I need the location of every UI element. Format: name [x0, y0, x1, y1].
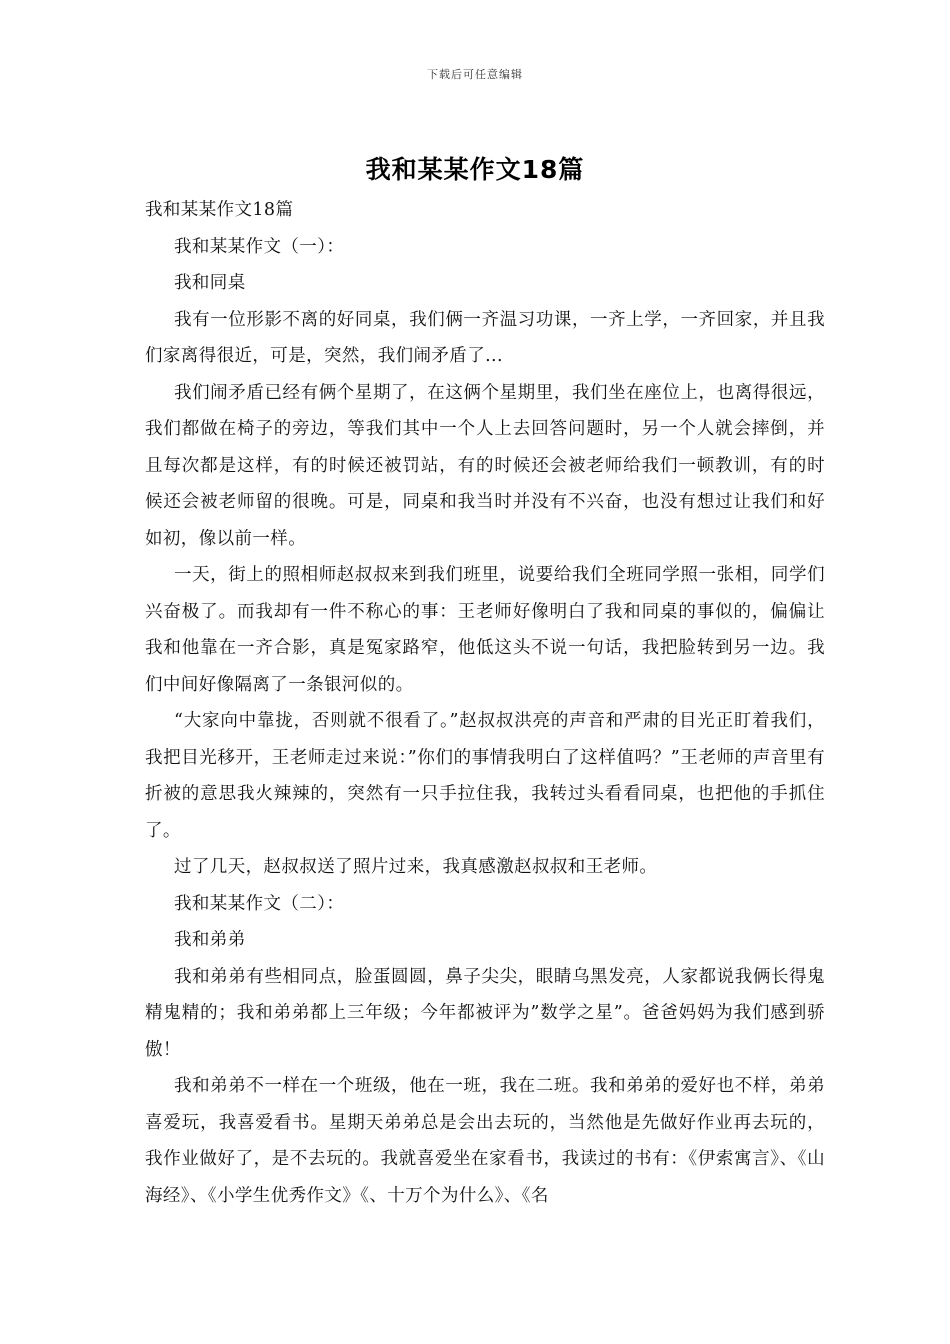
paragraph-subtitle: 我和某某作文18篇 — [145, 200, 294, 220]
paragraph-essay-title-2: 我和弟弟 — [174, 930, 246, 950]
paragraph: 我有一位形影不离的好同桌，我们俩一齐温习功课，一齐上学，一齐回家，并且我们家离得很近，可是，突然，我们闹矛盾了... — [145, 309, 825, 366]
header-note: 下载后可任意编辑 — [427, 68, 523, 81]
paragraph: 我们闹矛盾已经有俩个星期了，在这俩个星期里，我们坐在座位上，也离得很远，我们都做在椅子的旁边，等我们其中一个人上去回答问题时，另一个人就会摔倒，并且每次都是这样，有的时候还被罚站，有的时候还会被老师给我们一顿教训，有的时候还会被老师留的很晚。可是，同桌和我当时并没有不兴奋，也没有想过让我们和好如初，像以前一样。 — [145, 382, 825, 549]
paragraph: 我和弟弟有些相同点，脸蛋圆圆，鼻子尖尖，眼睛乌黑发亮，人家都说我俩长得鬼精鬼精的；我和弟弟都上三年级；今年都被评为”数学之星”。爸爸妈妈为我们感到骄傲！ — [145, 966, 825, 1060]
document-body — [145, 192, 825, 1214]
paragraph: 一天，街上的照相师赵叔叔来到我们班里，说要给我们全班同学照一张相，同学们兴奋极了。而我却有一件不称心的事：王老师好像明白了我和同桌的事似的，偏偏让我和他靠在一齐合影，真是冤家路窄，他低这头不说一句话，我把脸转到另一边。我们中间好像隔离了一条银河似的。 — [145, 565, 825, 695]
paragraph-essay-title-1: 我和同桌 — [174, 273, 246, 293]
paragraph: 我和弟弟不一样在一个班级，他在一班，我在二班。我和弟弟的爱好也不样，弟弟喜爱玩，我喜爱看书。星期天弟弟总是会出去玩的，当然他是先做好作业再去玩的，我作业做好了，是不去玩的。我就喜爱坐在家看书，我读过的书有：《伊索寓言》、《山海经》、《小学生优秀作文》《、十万个为什么》、《名 — [145, 1076, 825, 1206]
paragraph: “大家向中靠拢，否则就不很看了。”赵叔叔洪亮的声音和严肃的目光正盯着我们，我把目光移开，王老师走过来说：”你们的事情我明白了这样值吗？”王老师的声音里有折被的意思我火辣辣的，突然有一只手拉住我，我转过头看看同桌，也把他的手抓住了。 — [145, 711, 825, 841]
document-title: 我和某某作文18篇 — [365, 155, 585, 184]
paragraph-section-heading-2: 我和某某作文（二）： — [174, 893, 345, 914]
paragraph: 过了几天，赵叔叔送了照片过来，我真感激赵叔叔和王老师。 — [174, 857, 658, 877]
paragraph-section-heading-1: 我和某某作文（一）： — [174, 236, 345, 257]
